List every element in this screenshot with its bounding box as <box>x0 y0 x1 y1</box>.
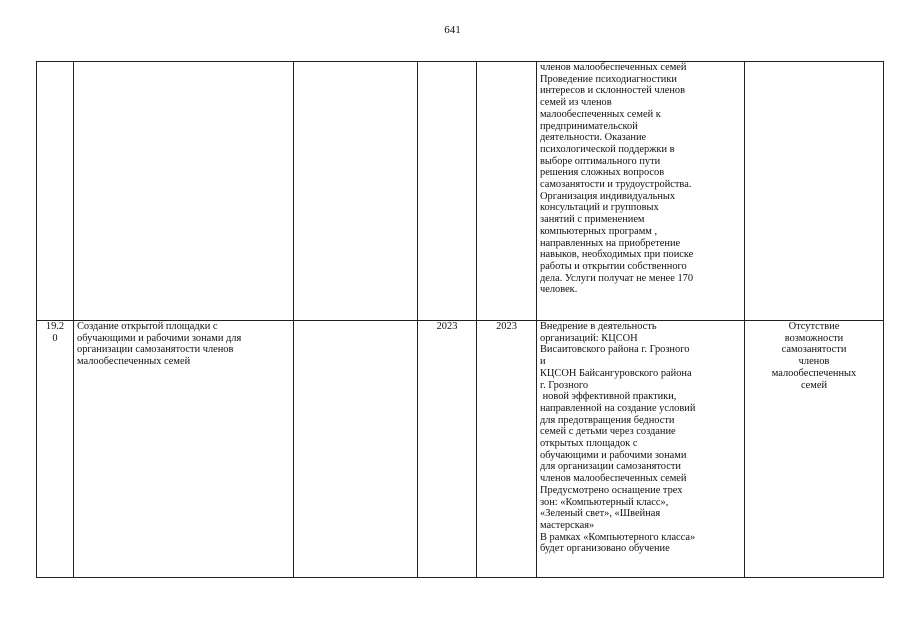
page-number: 641 <box>444 24 461 36</box>
measure-name-cell <box>74 321 294 578</box>
description-line: будет организовано обучение <box>540 543 670 555</box>
description-line: зон: «Компьютерный класс», <box>540 496 669 508</box>
row-number-cell <box>37 62 74 321</box>
end-year-cell <box>477 62 537 321</box>
expected-result-line: Отсутствие <box>788 321 840 332</box>
table-row <box>37 321 884 578</box>
description-line: выборе оптимального пути <box>540 155 661 167</box>
row-number-cell <box>37 321 74 578</box>
description-line: обучающими и рабочими зонами <box>540 449 687 461</box>
executor-cell <box>294 62 418 321</box>
expected-result-line: самозанятости <box>781 344 847 356</box>
start-year-cell: 2023 <box>418 321 477 578</box>
row-number-line: 0 <box>52 332 58 344</box>
description-line: открытых площадок с <box>540 438 638 450</box>
description-line: г. Грозного <box>540 379 589 391</box>
description-line: дела. Услуги получат не менее 170 <box>540 272 694 284</box>
description-line: КЦСОН Байсангуровского района <box>540 367 692 379</box>
description-line: занятий с применением <box>540 214 645 226</box>
expected-result-line: членов <box>798 356 830 368</box>
end-year-cell: 2023 <box>477 321 537 578</box>
measures-table <box>36 61 884 578</box>
description-line: навыков, необходимых при поиске <box>540 249 694 261</box>
description-line: предпринимательской <box>540 120 638 132</box>
description-line: Организация индивидуальных <box>540 190 676 202</box>
table-row <box>37 62 884 321</box>
description-line: интересов и склонностей членов <box>540 85 686 97</box>
description-line: для организации самозанятости <box>540 461 681 473</box>
description-line: организаций: КЦСОН <box>540 332 638 344</box>
expected-result-line: возможности <box>784 332 844 344</box>
expected-result-cell <box>745 321 884 578</box>
expected-result-line: семей <box>800 379 828 391</box>
expected-result-line: малообеспеченных <box>771 367 857 379</box>
description-line: новой эффективной практики, <box>540 391 677 403</box>
description-line: направленной на создание условий <box>540 402 696 414</box>
description-line: работы и открытии собственного <box>540 260 687 272</box>
description-line: малообеспеченных семей к <box>540 108 661 120</box>
measure-name-line: обучающими и рабочими зонами для <box>77 332 242 344</box>
description-line: В рамках «Компьютерного класса» <box>540 531 696 543</box>
description-line: Предусмотрено оснащение трех <box>540 484 683 496</box>
description-line: направленных на приобретение <box>540 237 681 249</box>
description-line: психологической поддержки в <box>540 143 675 155</box>
description-line: самозанятости и трудоустройства. <box>540 179 692 191</box>
row-number-line: 19.2 <box>45 321 65 332</box>
description-line: семей из членов <box>540 97 612 109</box>
measure-name-line: Создание открытой площадки с <box>77 321 218 332</box>
description-line: Внедрение в деятельность <box>540 321 657 332</box>
description-line: консультаций и групповых <box>540 202 659 214</box>
description-line: компьютерных программ , <box>540 225 658 237</box>
expected-result-cell <box>745 62 884 321</box>
description-line: мастерская» <box>540 519 595 531</box>
description-line: человек. <box>540 284 578 296</box>
measure-name-line: организации самозанятости членов <box>77 344 234 356</box>
description-line: Висаитовского района г. Грозного <box>540 344 690 356</box>
description-line: и <box>540 356 546 368</box>
start-year-cell <box>418 62 477 321</box>
description-line: Проведение психодиагностики <box>540 73 677 85</box>
description-line: «Зеленый свет», «Швейная <box>540 508 661 520</box>
description-line: решения сложных вопросов <box>540 167 665 179</box>
measure-name-line: малообеспеченных семей <box>77 356 191 368</box>
description-cell <box>537 62 745 321</box>
description-line: семей с детьми через создание <box>540 426 676 438</box>
description-line: членов малообеспеченных семей <box>540 62 687 73</box>
description-line: деятельности. Оказание <box>540 132 647 144</box>
description-line: для предотвращения бедности <box>540 414 675 426</box>
executor-cell <box>294 321 418 578</box>
description-cell <box>537 321 745 578</box>
description-line: членов малообеспеченных семей <box>540 473 687 485</box>
measure-name-cell <box>74 62 294 321</box>
